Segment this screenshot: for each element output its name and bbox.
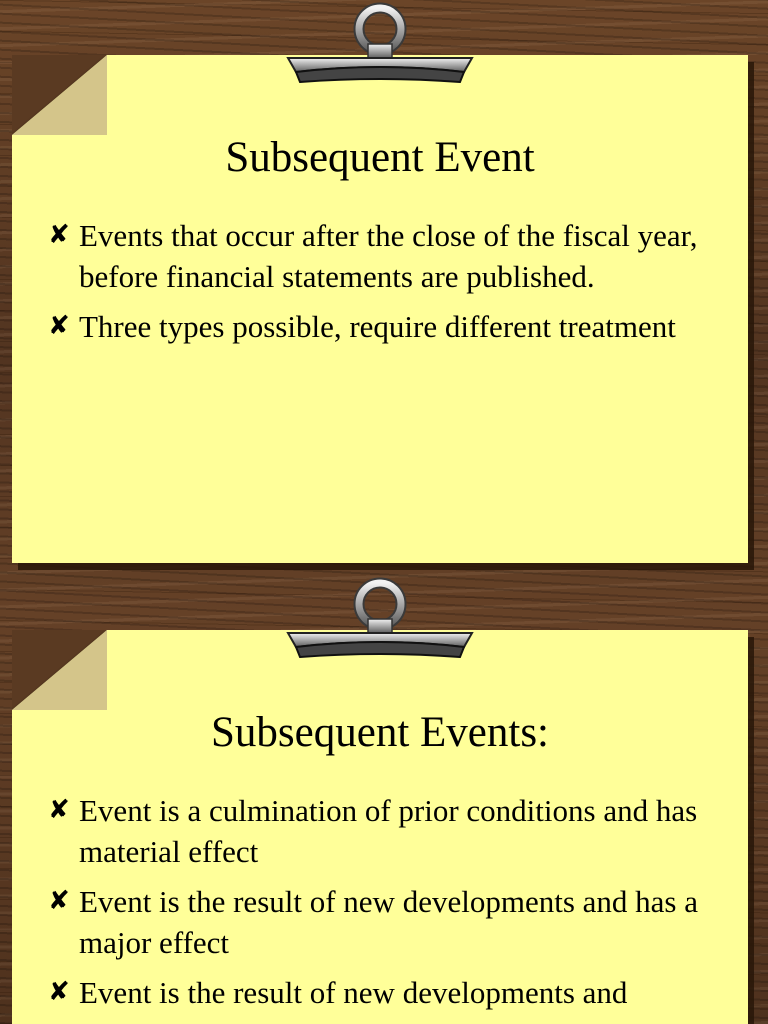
x-mark-bullet-icon: ✘	[48, 886, 70, 916]
folded-corner-icon	[12, 55, 107, 135]
paper-clip-icon	[280, 577, 480, 661]
folded-corner-icon	[12, 630, 107, 710]
bullet-text: Events that occur after the close of the fiscal year, before financial statements are published.	[79, 218, 698, 294]
slide-title: Subsequent Event	[225, 134, 535, 181]
sticky-note	[12, 55, 748, 563]
bullet-list	[48, 790, 738, 1022]
x-mark-bullet-icon: ✘	[48, 795, 70, 825]
bullet-text: Event is the result of new developments and	[79, 975, 628, 1010]
x-mark-bullet-icon: ✘	[48, 977, 70, 1007]
paper-clip-icon	[280, 2, 480, 86]
x-mark-bullet-icon: ✘	[48, 220, 70, 250]
bullet-item	[48, 972, 738, 1013]
bullet-text: Three types possible, require different treatment	[79, 309, 676, 344]
slide-title: Subsequent Events:	[211, 709, 549, 756]
bullet-item	[48, 790, 738, 872]
bullet-item	[48, 881, 738, 963]
bullet-item	[48, 306, 738, 347]
slide-2	[0, 575, 768, 1024]
bullet-list	[48, 215, 738, 356]
bullet-item	[48, 215, 738, 297]
sticky-note	[12, 630, 748, 1024]
bullet-text: Event is a culmination of prior conditions and has material effect	[79, 793, 698, 869]
bullet-text: Event is the result of new developments and has a major effect	[79, 884, 698, 960]
x-mark-bullet-icon: ✘	[48, 311, 70, 341]
